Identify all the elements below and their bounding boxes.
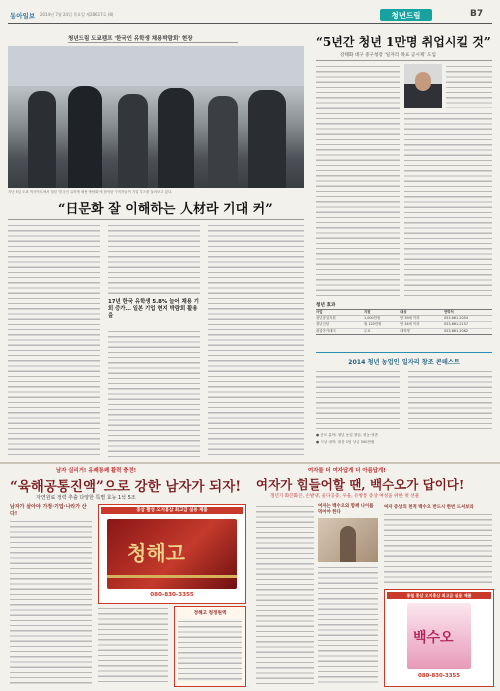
table-title: 청년 효과 bbox=[316, 303, 336, 308]
ad-divider bbox=[0, 462, 500, 464]
table-cell: 무료 bbox=[364, 328, 371, 333]
photo-window-light bbox=[8, 46, 304, 86]
ad-column bbox=[98, 606, 168, 685]
right-article-byline: 강태화 대구 중구청장 ‘일자리 목표 공시제’ 도입 bbox=[340, 53, 436, 58]
ad-right-product-box bbox=[384, 589, 494, 687]
article-photo bbox=[8, 46, 304, 188]
ad-column bbox=[256, 504, 314, 685]
table-cell: 대학생 bbox=[400, 328, 410, 333]
notice-box bbox=[316, 352, 492, 457]
table-cell: 취업아카데미 bbox=[316, 328, 336, 333]
subbox-title: 정해고 청정원액 bbox=[193, 611, 227, 616]
article-kicker: 청년드림 도쿄캠프 '한국인 유학생 채용박람회' 현장 bbox=[68, 36, 193, 42]
product-phone: 080-830-3355 bbox=[418, 673, 460, 679]
section-name: 청년드림 bbox=[391, 11, 421, 20]
ad-left bbox=[6, 466, 246, 688]
ad-left-headline: “육해공통진액”으로 강한 남자가 되자! bbox=[10, 479, 242, 495]
product-package bbox=[107, 519, 237, 589]
ad-left-subline: 자연원료 정력 추출 다양한 특별 효능 1석 5조 bbox=[36, 495, 136, 501]
table-header-cell: 사업 bbox=[316, 310, 323, 314]
official-portrait bbox=[404, 64, 442, 108]
table-cell: 053-661-2062 bbox=[444, 328, 469, 333]
ad-column bbox=[384, 512, 492, 586]
issue-date: 2014년 7월 24일 목요일 제28617호 (8) bbox=[40, 12, 114, 17]
product-name: 백수오 bbox=[413, 630, 454, 646]
subbox-text bbox=[178, 619, 242, 681]
notice-text bbox=[316, 369, 400, 429]
ad-left-subbox bbox=[174, 606, 246, 687]
product-box-title: 홍삼 활성 오지홍삼 최고급 실용 제품 bbox=[101, 507, 243, 514]
article-column bbox=[108, 329, 200, 457]
article-subhead: 17년 한국 유학생 5.8% 늘어 채용 기회 증가… 일본 기업 현지 박람회 활용을 bbox=[108, 299, 199, 319]
product-phone: 080-830-3355 bbox=[150, 592, 194, 598]
table-cell: 053-661-2054 bbox=[444, 316, 469, 321]
photo-figure bbox=[340, 526, 356, 562]
ad-left-product-box bbox=[98, 504, 246, 604]
page-number: B7 bbox=[470, 9, 484, 19]
byline-rule bbox=[316, 60, 492, 61]
article-column bbox=[108, 223, 200, 297]
ad-left-column-head: 남자가 살아야 가정·기업·나라가 산다! bbox=[10, 504, 87, 517]
ad-right-headline: 여자가 힘들어할 땐, 백수오가 답이다! bbox=[256, 477, 465, 492]
table-cell: 청년인턴 bbox=[316, 322, 330, 327]
table-cell: 만 34세 이하 bbox=[400, 322, 420, 327]
table-row bbox=[316, 329, 492, 335]
notice-text bbox=[408, 369, 492, 429]
article-column bbox=[208, 223, 304, 457]
table-cell: 만 39세 이하 bbox=[400, 316, 420, 321]
article-column bbox=[8, 223, 100, 457]
photo-person bbox=[68, 86, 102, 188]
product-box-title: 통칠 홍삼 오지홍삼 최고급 실용 제품 bbox=[387, 592, 491, 599]
table-cell: 청년창업지원 bbox=[316, 316, 336, 321]
masthead bbox=[0, 0, 500, 26]
table-cell: 월 120만원 bbox=[364, 322, 382, 327]
table-cell: 053-661-2157 bbox=[444, 322, 469, 327]
photo-person bbox=[28, 91, 56, 188]
photo-person bbox=[158, 88, 194, 188]
ad-right-column-head: 여자는 백수오와 함께 나이를 먹어야 한다 bbox=[318, 504, 374, 515]
product-package bbox=[407, 603, 471, 669]
ad-column bbox=[318, 565, 378, 685]
notice-item: ● 시상 내역: 대상 1팀 상금 500만원 bbox=[316, 440, 375, 444]
notice-item: ● 공모 분야: 청년 농업 창업, 귀농·귀촌 bbox=[316, 433, 379, 437]
portrait-face bbox=[415, 72, 431, 91]
headline-rule bbox=[8, 219, 304, 220]
notice-title: 2014 청년 농업인 일자리 창조 콘테스트 bbox=[348, 359, 460, 366]
ad-right-banner: 여자를 더 여자답게 더 아름답게! bbox=[308, 468, 386, 474]
ad-right bbox=[252, 466, 496, 688]
newspaper-name: 동아일보 bbox=[10, 12, 36, 20]
kicker-rule bbox=[68, 42, 238, 43]
ad-right-subline: 갱년기 화끈화끈, 손발냉, 골다공증, 우울, 유방통 증상 여성을 위한 첫 선물 bbox=[270, 494, 420, 499]
ad-right-photo bbox=[318, 518, 378, 562]
left-article bbox=[8, 27, 308, 459]
masthead-rule bbox=[8, 23, 492, 24]
ad-column bbox=[10, 519, 92, 685]
ad-left-banner: 남자 실리거! 유쾌통쾌 활력 충전! bbox=[56, 468, 137, 474]
right-article bbox=[312, 27, 492, 347]
article-column bbox=[316, 64, 400, 298]
table-cell: 1,000만원 bbox=[364, 316, 381, 321]
photo-caption: 지난 5일 도쿄 빅사이트에서 열린 '한국인 유학생 채용 박람회'에 참석한 구직자들이 기업 부스를 둘러보고 있다. bbox=[8, 190, 173, 194]
article-column bbox=[446, 64, 492, 108]
photo-person bbox=[248, 90, 286, 188]
info-table bbox=[316, 309, 492, 335]
table-header-cell: 대상 bbox=[400, 310, 407, 314]
product-gold-stripe bbox=[107, 575, 237, 578]
photo-person bbox=[118, 94, 148, 188]
right-article-headline: “5년간 청년 1만명 취업시킬 것” bbox=[316, 35, 491, 49]
table-header-cell: 연락처 bbox=[444, 310, 454, 314]
left-article-headline: “日문화 잘 이해하는 人材라 기대 커” bbox=[58, 202, 273, 217]
ad-right-column-head-2: 여자 증상의 천적 백수오 반드시 한번 드셔보라 bbox=[384, 505, 474, 510]
table-header-cell: 지원 bbox=[364, 310, 371, 314]
article-column bbox=[404, 111, 492, 298]
product-name: 청해고 bbox=[127, 541, 185, 565]
photo-person bbox=[208, 96, 238, 188]
